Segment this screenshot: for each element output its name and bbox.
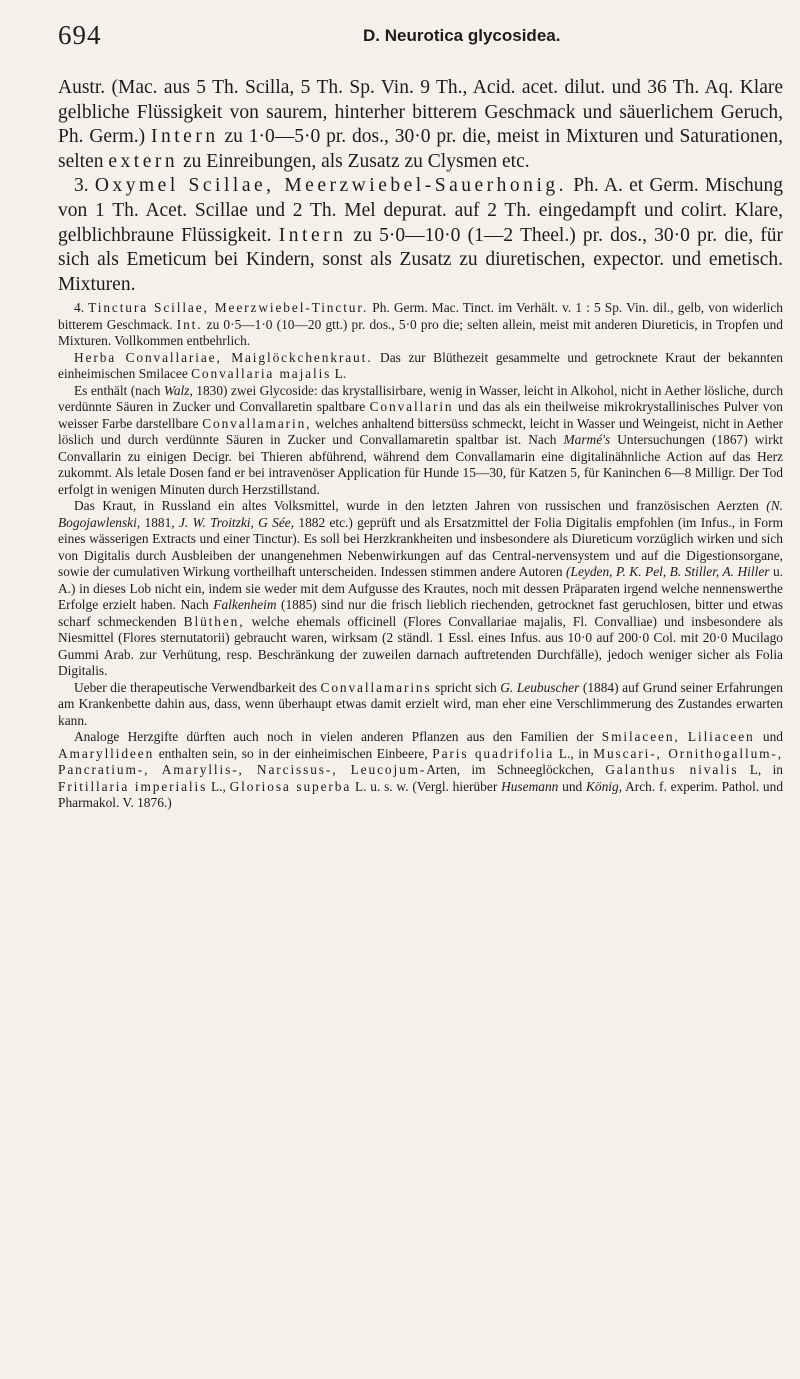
- text-run: u. A.) in dieses Lob nicht ein, indem sie weder mit dem Aufgusse des Krautes, noch mit dessen Präparaten irgend welche nennenswerthe Erfolge erzielt haben. Nach: [58, 564, 784, 613]
- text-run: L., in: [554, 745, 594, 761]
- text-run: Es enthält (nach: [74, 382, 164, 398]
- text-run: und das als ein theilweise mikrokrystallinisches Pulver von weisser Farbe darstellbare: [58, 399, 784, 431]
- spaced-term: Convallarin: [369, 399, 454, 415]
- species-name: Fritillaria imperialis: [58, 778, 208, 794]
- text-run: (1884) auf Grund seiner Erfahrungen am Krankenbette dahin aus, dass, wenn überhaupt etwas damit erzielt wird, man eher eine Verschlimmerung des Zustandes erwarten kann.: [58, 679, 783, 728]
- text-run: und: [754, 729, 783, 745]
- author-name: Husemann: [501, 778, 559, 794]
- text-run: Ph. Germ. Mac. Tinct. im Verhält. v. 1 : 5 Sp. Vin. dil., gelb, von widerlich bitterem Geschmack.: [58, 300, 783, 332]
- spaced-term: Convallamarins: [320, 679, 432, 695]
- text-run: zu Einreibungen, als Zusatz zu Clysmen etc.: [178, 150, 530, 172]
- paragraph-herba-convallariae: [58, 350, 783, 383]
- text-run: welche ehemals officinell (Flores Convallariae majalis, Fl. Convalliae) und insbesondere als Niesmittel (Flores sternutatorii) gebraucht waren, wirksam (2 ständl. 1 Essl. eines Infus. aus 10·0 auf 200·0 Col. mit 20·0 Mucilago Gummi Arab. zur Verhütung, resp. Beschränkung der zuweilen darnach auftretenden Durchfälle), jedoch weniger sicher als Folia Digitalis.: [58, 613, 784, 679]
- text-run: zu 1·0—5·0 pr. dos., 30·0 pr. die, meist in Mixturen und Saturationen, selten: [58, 126, 783, 172]
- page-number: 694: [58, 20, 102, 50]
- text-run: [680, 729, 688, 744]
- spaced-term: Amaryllideen: [58, 745, 155, 761]
- text-run: Arten, im Schneeglöckchen,: [426, 762, 606, 778]
- species-name: Convallaria majalis: [191, 366, 332, 382]
- paragraph-oxymel-scillae: [58, 174, 783, 297]
- body-text: [58, 76, 783, 812]
- genus-list: Muscari-, Ornithogallum-, Pancratium-, Amaryllis-, Narcissus-, Leucojum-: [58, 745, 783, 778]
- item-number: 3.: [74, 175, 95, 197]
- text-run: spricht sich: [431, 679, 501, 695]
- spaced-term: Convallamarin,: [202, 415, 312, 431]
- text-run: L, in: [738, 762, 784, 778]
- text-run: Das Kraut, in Russland ein altes Volksmittel, wurde in den letzten Jahren von russischen und französischen Aerzten: [74, 498, 767, 514]
- author-name: Walz,: [163, 382, 193, 398]
- text-run: zu 5·0—10·0 (1—2 Theel.) pr. dos., 30·0 pr. die, für sich als Emeticum bei Kindern, sonst als Zusatz zu diuretischen, expector. und emetisch. Mixturen.: [58, 224, 783, 295]
- item-title: Oxymel Scillae, Meerzwiebel-Sauerhonig.: [94, 175, 568, 197]
- text-run: Austr. (Mac. aus 5 Th. Scilla, 5 Th. Sp. Vin. 9 Th., Acid. acet. dilut. und 36 Th. Aq. Klare gelbliche Flüssigkeit von saurem, hinterher bitterem Geschmack und säuerlichem Geruch, Ph. Germ.): [58, 77, 783, 148]
- text-run: L.: [331, 366, 347, 382]
- spaced-term: Smilaceen,: [601, 729, 680, 745]
- author-name: (Leyden, P. K. Pel, B. Stiller, A. Hiller: [566, 564, 770, 580]
- text-run: 1830) zwei Glycoside: das krystallisirbare, wenig in Wasser, leicht in Alkohol, nicht in Aether lösliche, durch verdünnte Säuren in Zucker und Convallaretin spaltbare: [58, 382, 784, 415]
- item-title: Tinctura Scillae, Meerzwiebel-Tinctur.: [88, 300, 369, 316]
- text-run: Ueber die therapeutische Verwendbarkeit des: [74, 679, 321, 695]
- text-run: 1881,: [140, 514, 179, 530]
- paragraph-analoge-herzgifte: [58, 729, 783, 812]
- text-run: und: [558, 778, 586, 794]
- author-name: J. W. Troitzki, G Sée,: [178, 514, 295, 530]
- item-title: Herba Convallariae, Maiglöckchenkraut.: [74, 349, 373, 365]
- spaced-term: Int.: [176, 316, 203, 332]
- text-run: Ph. A. et Germ. Mischung von 1 Th. Acet. Scillae und 2 Th. Mel depurat. auf 2 Th. eingedampft und colirt. Klare, gelblichbraune Flüssigkeit.: [58, 175, 783, 246]
- text-run: L. u. s. w. (Vergl. hierüber: [351, 778, 502, 794]
- text-run: L.,: [207, 778, 230, 794]
- species-name: Paris quadrifolia: [432, 745, 555, 761]
- text-run: Arch. f. experim. Pathol. und Pharmakol. V. 1876.): [58, 778, 784, 811]
- spaced-term: Intern: [278, 224, 347, 246]
- paragraph-tinctura-scillae: [58, 300, 783, 350]
- text-run: enthalten sein, so in der einheimischen Einbeere,: [154, 745, 433, 761]
- small-print-section: [58, 300, 783, 812]
- spaced-term: Intern: [150, 126, 219, 148]
- paragraph-volksmittel: [58, 498, 783, 680]
- author-name: G. Leubuscher: [500, 679, 580, 695]
- text-run: Das zur Blüthezeit gesammelte und getrocknete Kraut der bekannten einheimischen Smilacee: [58, 349, 783, 382]
- text-run: 1882 etc.) geprüft und als Ersatzmittel der Folia Digitalis empfohlen (im Infus., in Form eines wässerigen Extracts und einer Tinctur). Es soll bei Herzkrankheiten und insbesondere als Diureticum vorzüglich wirken und sich von Digitalis durch Ausbleiben der unangenehmen Nebenwirkungen auf das Central-nervensystem und auf die Digestionsorgane, sowie der cumulativen Wirkung vortheilhaft unterscheiden. Indessen stimmen andere Autoren: [58, 514, 783, 580]
- author-name: König,: [585, 778, 623, 794]
- page-header: [58, 20, 758, 56]
- item-number: 4.: [74, 300, 89, 316]
- paragraph-acetum-scillae: [58, 76, 783, 174]
- species-name: Galanthus nivalis: [605, 762, 739, 778]
- text-run: (1885) sind nur die frisch lieblich riechenden, getrocknet fast geruchlosen, bitter und etwas scharf schmeckenden: [58, 597, 783, 629]
- large-print-section: [58, 76, 783, 297]
- author-name: Marmé's: [563, 432, 611, 448]
- text-run: welches anhaltend bittersüss schmeckt, leicht in Wasser und Weingeist, nicht in Aether löslich und durch verdünnte Säuren in Zucker und Convallamaretin spaltbar ist. Nach: [58, 415, 783, 448]
- text-run: Analoge Herzgifte dürften auch noch in vielen anderen Pflanzen aus den Familien der: [74, 729, 602, 745]
- running-head: D. Neurotica glycosidea.: [363, 26, 561, 45]
- spaced-term: Liliaceen: [687, 729, 755, 745]
- spaced-term: Blüthen,: [183, 613, 245, 629]
- paragraph-verwendbarkeit: [58, 680, 783, 730]
- author-name: (N. Bogojawlenski,: [58, 498, 783, 530]
- text-run: Untersuchungen (1867) wirkt Convallarin zu einigen Decigr. bei Thieren abführend, während dem Convallamarin eine digitalinähnliche Action auf das Herz zukommt. Als letale Dosen fand er bei intravenöser Application für Hunde 15—30, für Katzen 5, für Kaninchen 6—8 Milligr. Der Tod erfolgt in wenigen Minuten durch Herzstillstand.: [58, 432, 783, 497]
- paragraph-glycosides: [58, 383, 783, 499]
- spaced-term: extern: [108, 150, 179, 172]
- species-name: Gloriosa superba: [229, 778, 352, 794]
- text-run: zu 0·5—1·0 (10—20 gtt.) pr. dos., 5·0 pro die; selten allein, meist mit anderen Diureticis, in Tropfen und Mixturen. Vollkommen entbehrlich.: [58, 316, 783, 349]
- author-name: Falkenheim: [213, 597, 277, 613]
